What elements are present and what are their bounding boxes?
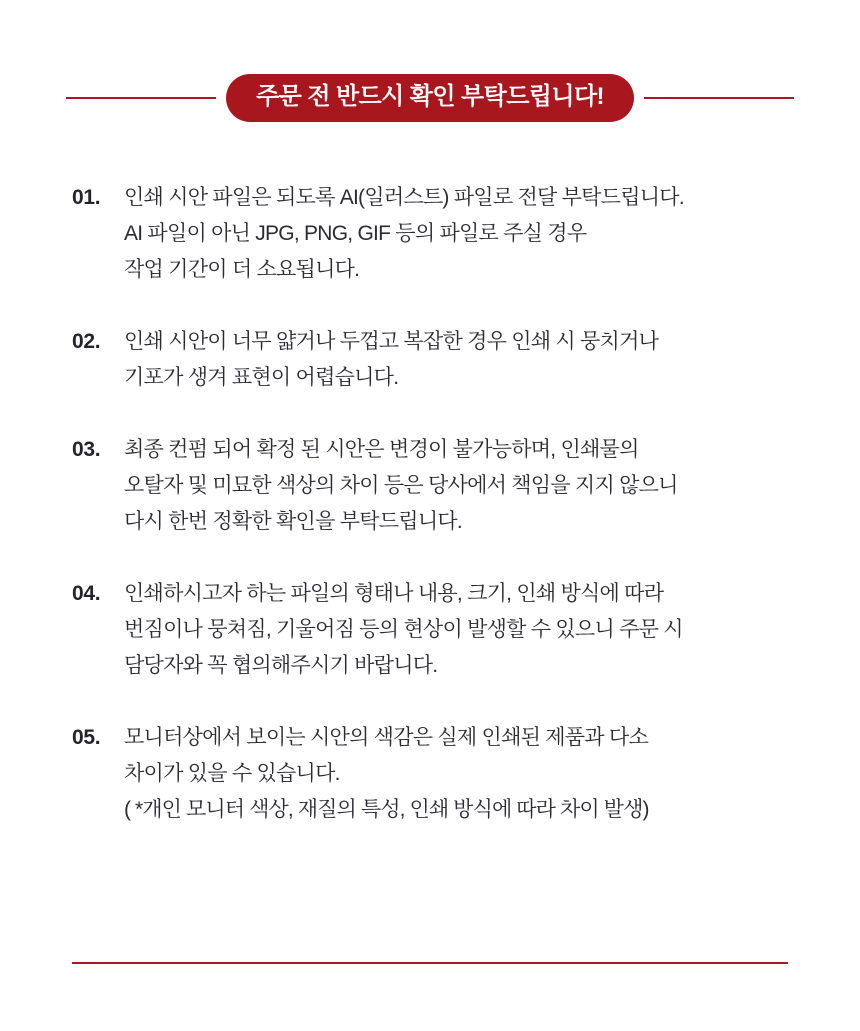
notice-number: 04. (72, 582, 101, 605)
notice-line: 모니터상에서 보이는 시안의 색감은 실제 인쇄된 제품과 다소 (124, 726, 648, 749)
list-item (72, 432, 812, 540)
notice-line-footnote: ( *개인 모니터 색상, 재질의 특성, 인쇄 방식에 따라 차이 발생) (124, 798, 649, 821)
notice-body (124, 720, 812, 828)
notice-body (124, 324, 812, 396)
notice-line: 오탈자 및 미묘한 색상의 차이 등은 당사에서 책임을 지지 않으니 (124, 474, 678, 497)
notice-header (0, 74, 860, 122)
notice-body (124, 576, 812, 684)
list-item (72, 720, 812, 828)
notice-number: 01. (72, 186, 101, 209)
notice-line: 기포가 생겨 표현이 어렵습니다. (124, 366, 399, 389)
notice-number: 03. (72, 438, 101, 461)
header-rule-left (66, 97, 216, 99)
notice-line: 번짐이나 뭉쳐짐, 기울어짐 등의 현상이 발생할 수 있으니 주문 시 (124, 618, 683, 641)
notice-body (124, 432, 812, 540)
notice-line: 다시 한번 정확한 확인을 부탁드립니다. (124, 510, 462, 533)
notice-line: 담당자와 꼭 협의해주시기 바랍니다. (124, 654, 438, 677)
notice-line: AI 파일이 아닌 JPG, PNG, GIF 등의 파일로 주실 경우 (124, 222, 587, 245)
notice-line: 인쇄하시고자 하는 파일의 형태나 내용, 크기, 인쇄 방식에 따라 (124, 582, 664, 605)
notice-line: 작업 기간이 더 소요됩니다. (124, 258, 360, 281)
footer-divider (72, 962, 788, 964)
list-item (72, 180, 812, 288)
header-rule-right (644, 97, 794, 99)
notice-number: 02. (72, 330, 101, 353)
notice-line: 인쇄 시안이 너무 얇거나 두껍고 복잡한 경우 인쇄 시 뭉치거나 (124, 330, 659, 353)
list-item (72, 576, 812, 684)
notice-line: 차이가 있을 수 있습니다. (124, 762, 340, 785)
notice-title-badge: 주문 전 반드시 확인 부탁드립니다! (226, 74, 634, 122)
notice-line: 인쇄 시안 파일은 되도록 AI(일러스트) 파일로 전달 부탁드립니다. (124, 186, 684, 209)
notice-body (124, 180, 812, 288)
list-item (72, 324, 812, 396)
notice-number: 05. (72, 726, 101, 749)
notice-list (72, 180, 812, 828)
notice-line: 최종 컨펌 되어 확정 된 시안은 변경이 불가능하며, 인쇄물의 (124, 438, 639, 461)
